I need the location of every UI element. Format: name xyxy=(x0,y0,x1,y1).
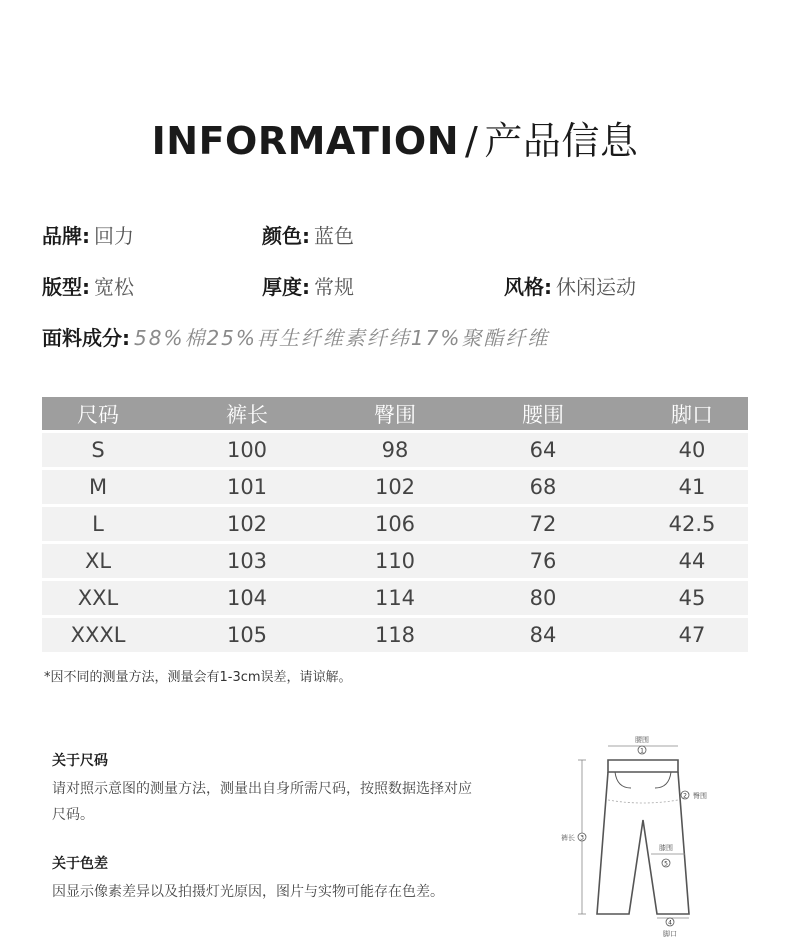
cell-size: S xyxy=(42,430,154,467)
about-size-text: 请对照示意图的测量方法，测量出自身所需尺码，按照数据选择对应尺码。 xyxy=(52,781,472,823)
hem-label: 脚口 xyxy=(663,930,677,938)
cell-length: 105 xyxy=(154,615,340,652)
attr-style-value: 休闲运动 xyxy=(556,275,636,299)
attr-color-label: 颜色: xyxy=(262,224,310,248)
hip-marker xyxy=(608,791,707,803)
length-marker xyxy=(561,760,586,914)
cell-length: 103 xyxy=(154,541,340,578)
cell-hip: 114 xyxy=(340,578,450,615)
cell-hip: 102 xyxy=(340,467,450,504)
table-row xyxy=(42,504,748,541)
table-row xyxy=(42,430,748,467)
hem-num: 4 xyxy=(668,919,672,927)
cell-hip: 98 xyxy=(340,430,450,467)
attr-fit-label: 版型: xyxy=(42,275,90,299)
hem-marker xyxy=(657,918,689,938)
cell-size: L xyxy=(42,504,154,541)
length-num: 3 xyxy=(580,834,584,842)
cell-waist: 64 xyxy=(450,430,636,467)
cell-waist: 80 xyxy=(450,578,636,615)
cell-hem: 44 xyxy=(636,541,748,578)
table-row xyxy=(42,615,748,652)
waist-label: 腰围 xyxy=(635,736,649,744)
cell-hem: 41 xyxy=(636,467,748,504)
size-table-header-row xyxy=(42,397,748,430)
attr-brand-label: 品牌: xyxy=(42,224,90,248)
cell-hem: 45 xyxy=(636,578,748,615)
cell-size: M xyxy=(42,467,154,504)
waist-marker xyxy=(608,735,678,755)
cell-waist: 72 xyxy=(450,504,636,541)
cell-hem: 40 xyxy=(636,430,748,467)
title-separator: / xyxy=(465,119,479,163)
knee-label: 膝围 xyxy=(659,844,673,852)
pants-measurement-diagram xyxy=(545,732,775,947)
attr-fabric-label: 面料成分: xyxy=(42,326,130,350)
attr-thickness-label: 厚度: xyxy=(262,275,310,299)
attr-thickness xyxy=(262,271,354,300)
length-label: 裤长 xyxy=(561,834,575,842)
cell-hem: 42.5 xyxy=(636,504,748,541)
attr-fit-value: 宽松 xyxy=(94,275,134,299)
attr-style-label: 风格: xyxy=(504,275,552,299)
table-row xyxy=(42,541,748,578)
header-waist: 腰围 xyxy=(450,397,636,430)
hip-label: 臀围 xyxy=(693,792,707,800)
cell-length: 100 xyxy=(154,430,340,467)
header-hip: 臀围 xyxy=(340,397,450,430)
table-row xyxy=(42,578,748,615)
header-size: 尺码 xyxy=(42,397,154,430)
cell-size: XL xyxy=(42,541,154,578)
knee-marker xyxy=(651,843,685,868)
pants-outline xyxy=(597,760,689,914)
attr-brand xyxy=(42,220,134,249)
about-color-title: 关于色差 xyxy=(52,856,108,872)
attr-fit xyxy=(42,271,134,300)
attr-brand-value: 回力 xyxy=(94,224,134,248)
cell-length: 104 xyxy=(154,578,340,615)
measurement-note: *因不同的测量方法，测量会有1-3cm误差，请谅解。 xyxy=(44,670,352,685)
attr-color xyxy=(262,220,354,249)
size-table xyxy=(42,397,748,652)
cell-size: XXXL xyxy=(42,615,154,652)
cell-length: 101 xyxy=(154,467,340,504)
attr-fabric xyxy=(42,322,549,351)
cell-waist: 76 xyxy=(450,541,636,578)
cell-length: 102 xyxy=(154,504,340,541)
cell-hip: 106 xyxy=(340,504,450,541)
cell-hip: 110 xyxy=(340,541,450,578)
header-length: 裤长 xyxy=(154,397,340,430)
header-hem: 脚口 xyxy=(636,397,748,430)
cell-hem: 47 xyxy=(636,615,748,652)
attr-thickness-value: 常规 xyxy=(314,275,354,299)
page-title xyxy=(0,110,790,165)
about-size-title: 关于尺码 xyxy=(52,753,108,769)
cell-waist: 84 xyxy=(450,615,636,652)
attr-fabric-value: 58%棉25%再生纤维素纤纬17%聚酯纤维 xyxy=(134,326,550,350)
cell-hip: 118 xyxy=(340,615,450,652)
cell-waist: 68 xyxy=(450,467,636,504)
attr-color-value: 蓝色 xyxy=(314,224,354,248)
table-row xyxy=(42,467,748,504)
hip-num: 2 xyxy=(683,792,687,800)
about-color-text: 因显示像素差异以及拍摄灯光原因，图片与实物可能存在色差。 xyxy=(52,884,444,900)
waist-num: 1 xyxy=(640,747,644,755)
title-english: INFORMATION xyxy=(151,119,460,163)
attr-style xyxy=(504,271,636,300)
title-chinese: 产品信息 xyxy=(484,119,639,163)
knee-num: 5 xyxy=(664,860,668,868)
cell-size: XXL xyxy=(42,578,154,615)
